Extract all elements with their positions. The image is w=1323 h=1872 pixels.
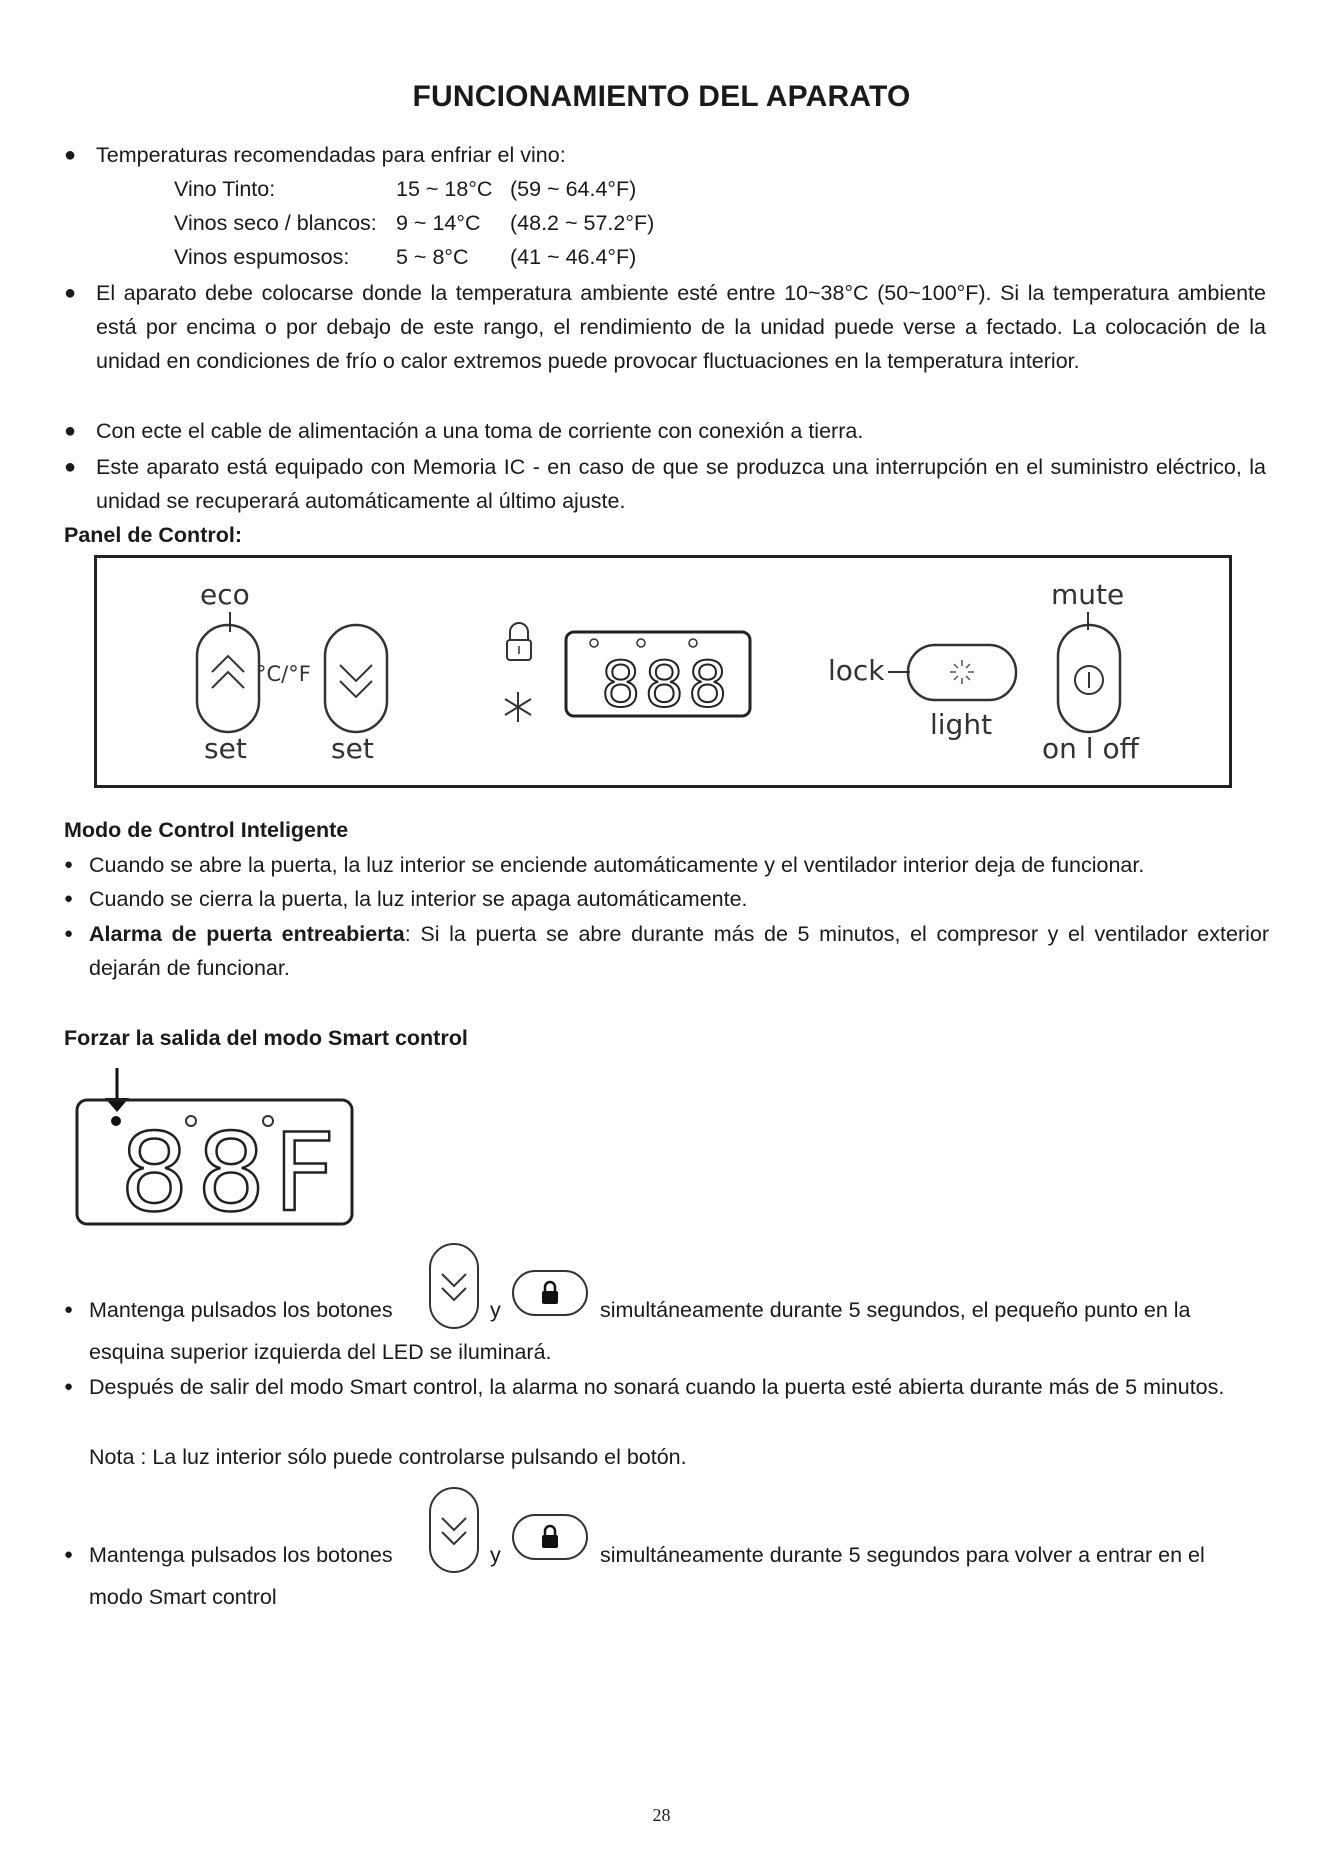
bullet-dot: ● (64, 420, 77, 442)
force-display-text: 88F (120, 1111, 344, 1230)
up-arrow-icon[interactable] (197, 625, 259, 732)
bullet-memory-ic: Este aparato está equipado con Memoria IC - en caso de que se produzca una interrupción en el suministro eléctrico, la unidad se recuperará automáticamente al último ajuste. (96, 455, 1266, 513)
bullet-dot: ● (64, 282, 77, 304)
force-bullet1-y: y (490, 1298, 501, 1322)
wine-name: Vinos seco / blancos: (174, 211, 377, 235)
down-button-icon (424, 1240, 484, 1332)
wine-name: Vino Tinto: (174, 177, 276, 201)
force-bullet3-text-a: Mantenga pulsados los botones (89, 1543, 393, 1567)
bullet-dot: ● (64, 456, 77, 478)
page-title: FUNCIONAMIENTO DEL APARATO (412, 80, 911, 113)
wine-name: Vinos espumosos: (174, 245, 350, 269)
panel-heading: Panel de Control: (64, 523, 242, 547)
wine-fahrenheit: (59 ~ 64.4°F) (510, 177, 637, 201)
down-arrow-icon[interactable] (325, 625, 387, 732)
eco-label: eco (200, 578, 250, 611)
down-button-icon (424, 1484, 484, 1576)
bullet-dot: ● (64, 1546, 74, 1563)
power-icon (1075, 666, 1103, 694)
onoff-label: on l off (1042, 732, 1139, 765)
light-icon (950, 660, 974, 684)
lock-button-icon (510, 1512, 590, 1564)
mute-label: mute (1051, 578, 1125, 611)
force-bullet3-y: y (490, 1543, 501, 1567)
smart-bullet-door-closed: Cuando se cierra la puerta, la luz interior se apaga automáticamente. (89, 887, 748, 911)
smart-bullet-door-open: Cuando se abre la puerta, la luz interior se enciende automáticamente y el ventilador interior deja de funcionar. (89, 853, 1145, 877)
set-label-2: set (331, 732, 374, 765)
force-bullet3-text-b: simultáneamente durante 5 segundos para volver a entrar en el (600, 1543, 1205, 1567)
bullet-dot: ● (64, 925, 74, 942)
smart-bullet-door-alarm: Alarma de puerta entreabierta: Si la puerta se abre durante más de 5 minutos, el compresor y el ventilador exterior dejarán de funcionar. (89, 922, 1270, 980)
force-bullet2: Después de salir del modo Smart control, la alarma no sonará cuando la puerta esté abierta durante más de 5 minutos. (89, 1375, 1225, 1399)
light-button[interactable] (908, 645, 1016, 700)
bullet-dot: ● (64, 144, 77, 166)
bullet-dot: ● (64, 890, 74, 907)
lock-button-icon (510, 1268, 590, 1320)
snowflake-icon (505, 692, 531, 722)
force-note: Nota : La luz interior sólo puede controlarse pulsando el botón. (89, 1445, 687, 1469)
wine-celsius: 5 ~ 8°C (396, 245, 469, 269)
padlock-icon (542, 1526, 558, 1548)
display-digits: 888 (601, 648, 732, 721)
bullet-ambient-temperature: El aparato debe colocarse donde la temperatura ambiente esté entre 10~38°C (50~100°F). Si la temperatura ambiente está por encima o por debajo de este rango, el rendimiento de la unidad puede verse a fectado. La colocación de la unidad en condiciones de frío o calor extremos puede provocar fluctuaciones en la temperatura interior. (96, 281, 1266, 373)
control-panel-graphics (0, 0, 1323, 820)
force-bullet3-text-c: modo Smart control (89, 1585, 277, 1609)
lock-label: lock (828, 654, 885, 687)
smart-display-diagram (60, 1060, 360, 1230)
force-bullet1-text-c: esquina superior izquierda del LED se iluminará. (89, 1340, 552, 1364)
wine-fahrenheit: (48.2 ~ 57.2°F) (510, 211, 655, 235)
bullet-dot: ● (64, 1378, 74, 1395)
intro-bullet: Temperaturas recomendadas para enfriar el vino: (96, 143, 566, 167)
force-exit-heading: Forzar la salida del modo Smart control (64, 1026, 468, 1050)
page-number: 28 (652, 1805, 671, 1825)
bullet-dot: ● (64, 856, 74, 873)
power-button[interactable] (1058, 625, 1120, 732)
wine-celsius: 9 ~ 14°C (396, 211, 481, 235)
wine-celsius: 15 ~ 18°C (396, 177, 493, 201)
bullet-power-cable: Con ecte el cable de alimentación a una toma de corriente con conexión a tierra. (96, 419, 864, 443)
force-bullet1-text-a: Mantenga pulsados los botones (89, 1298, 393, 1322)
padlock-icon (542, 1282, 558, 1304)
smart-control-heading: Modo de Control Inteligente (64, 818, 349, 842)
wine-fahrenheit: (41 ~ 46.4°F) (510, 245, 637, 269)
light-label: light (930, 708, 993, 741)
force-bullet1-text-b: simultáneamente durante 5 segundos, el pequeño punto en la (600, 1298, 1191, 1322)
bullet-dot: ● (64, 1301, 74, 1318)
unit-label: °C/°F (256, 662, 311, 686)
set-label-1: set (204, 732, 247, 765)
padlock-icon (507, 623, 531, 660)
